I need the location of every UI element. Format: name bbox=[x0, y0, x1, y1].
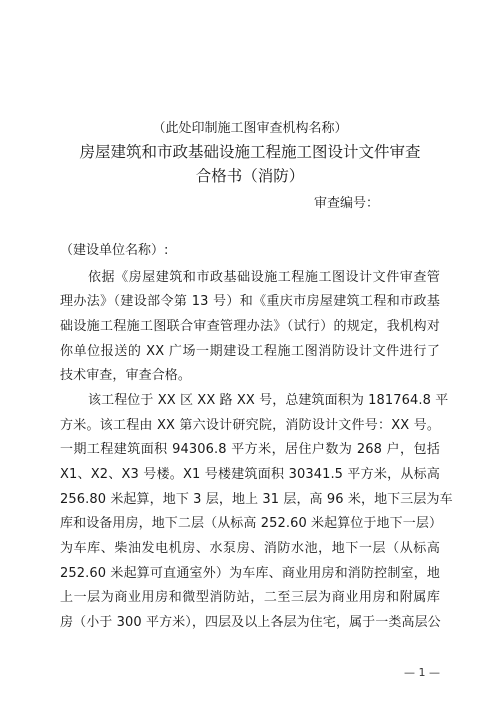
paragraph2-line: 256.80 米起算，地下 3 层，地上 31 层，高 96 米，地下三层为车 bbox=[60, 492, 453, 507]
paragraph2-line: 252.60 米起算可直通室外）为车库、商业用房和消防控制室，地 bbox=[60, 566, 440, 581]
page-number: — 1 — bbox=[404, 666, 440, 679]
review-org-placeholder: （此处印制施工图审查机构名称） bbox=[152, 121, 348, 136]
paragraph2-line: 房（小于 300 平方米），四层及以上各层为住宅，属于一类高层公 bbox=[60, 615, 441, 630]
paragraph2-line: 一期工程建筑面积 94306.8 平方米，居住户数为 268 户，包括 bbox=[60, 442, 440, 457]
paragraph2-line: 上一层为商业用房和微型消防站，二至三层为商业用房和附属库 bbox=[60, 590, 440, 605]
review-number-label: 审查编号： bbox=[314, 196, 380, 211]
document-title: 房屋建筑和市政基础设施工程施工图设计文件审查 bbox=[79, 143, 421, 161]
addressee: （建设单位名称）: bbox=[60, 243, 169, 258]
paragraph1-line: 依据《房屋建筑和市政基础设施工程施工图设计文件审查管 bbox=[88, 270, 440, 285]
document-subtitle: 合格书（消防） bbox=[195, 167, 305, 185]
paragraph1-line: 础设施工程施工图联合审查管理办法》（试行）的规定，我机构对 bbox=[60, 319, 440, 334]
paragraph1-line: 理办法》（建设部令第 13 号）和《重庆市房屋建筑工程和市政基 bbox=[60, 294, 440, 309]
paragraph2-line: 为车库、柴油发电机房、水泵房、消防水池，地下一层（从标高 bbox=[60, 541, 440, 556]
paragraph2-line: 该工程位于 XX 区 XX 路 XX 号，总建筑面积为 181764.8 平 bbox=[88, 393, 449, 408]
paragraph1-line: 技术审查，审查合格。 bbox=[60, 368, 192, 383]
paragraph2-line: X1、X2、X3 号楼。X1 号楼建筑面积 30341.5 平方米，从标高 bbox=[60, 467, 440, 482]
paragraph2-line: 方米。该工程由 XX 第六设计研究院，消防设计文件号：XX 号。 bbox=[60, 418, 440, 433]
paragraph1-line: 你单位报送的 XX 广场一期建设工程施工图消防设计文件进行了 bbox=[60, 344, 440, 359]
paragraph2-line: 库和设备用房，地下二层（从标高 252.60 米起算位于地下一层） bbox=[60, 516, 443, 531]
